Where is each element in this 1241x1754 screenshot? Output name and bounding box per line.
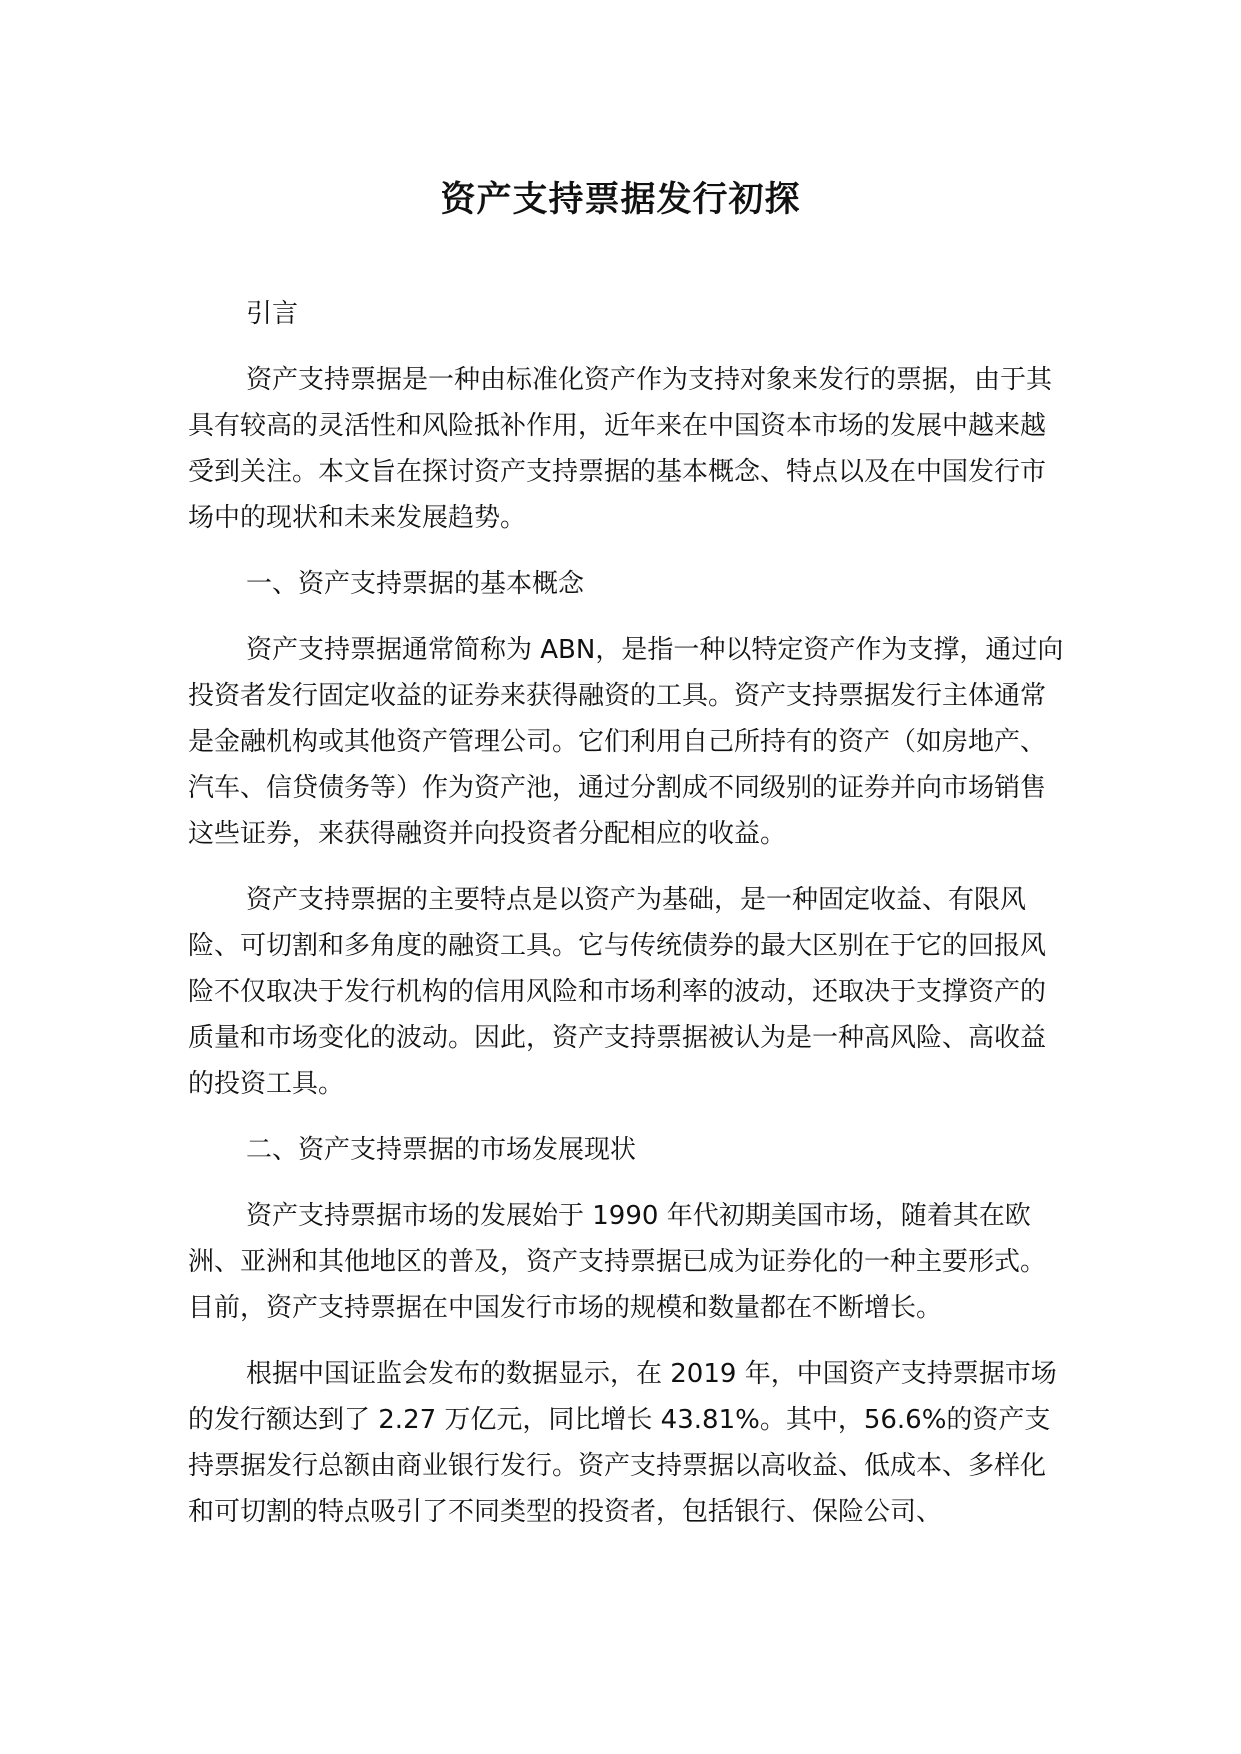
- section1-paragraph-1: 资产支持票据通常简称为 ABN，是指一种以特定资产作为支撑，通过向投资者发行固定收益的证券来获得融资的工具。资产支持票据发行主体通常是金融机构或其他资产管理公司。它们利用自己所持有的资产（如房地产、汽车、信贷债务等）作为资产池，通过分割成不同级别的证券并向市场销售这些证券，来获得融资并向投资者分配相应的收益。: [188, 635, 1064, 849]
- intro-heading: 引言: [246, 299, 299, 329]
- intro-paragraph: 资产支持票据是一种由标准化资产作为支持对象来发行的票据，由于其具有较高的灵活性和风险抵补作用，近年来在中国资本市场的发展中越来越受到关注。本文旨在探讨资产支持票据的基本概念、特点以及在中国发行市场中的现状和未来发展趋势。: [188, 365, 1053, 533]
- section1-heading: 一、资产支持票据的基本概念: [246, 569, 585, 599]
- document-title: 资产支持票据发行初探: [440, 180, 801, 220]
- section2-paragraph-1: 资产支持票据市场的发展始于 1990 年代初期美国市场，随着其在欧洲、亚洲和其他地区的普及，资产支持票据已成为证券化的一种主要形式。目前，资产支持票据在中国发行市场的规模和数量都在不断增长。: [188, 1201, 1047, 1323]
- section1-paragraph-2: 资产支持票据的主要特点是以资产为基础，是一种固定收益、有限风险、可切割和多角度的融资工具。它与传统债券的最大区别在于它的回报风险不仅取决于发行机构的信用风险和市场利率的波动，还取决于支撑资产的质量和市场变化的波动。因此，资产支持票据被认为是一种高风险、高收益的投资工具。: [188, 885, 1047, 1099]
- section2-heading: 二、资产支持票据的市场发展现状: [246, 1135, 637, 1165]
- section2-paragraph-2: 根据中国证监会发布的数据显示，在 2019 年，中国资产支持票据市场的发行额达到了 2.27 万亿元，同比增长 43.81%。其中，56.6%的资产支持票据发行总额由商业银行发行。资产支持票据以高收益、低成本、多样化和可切割的特点吸引了不同类型的投资者，包括银行、保险公司、: [188, 1359, 1057, 1527]
- document-body: [188, 291, 1068, 1535]
